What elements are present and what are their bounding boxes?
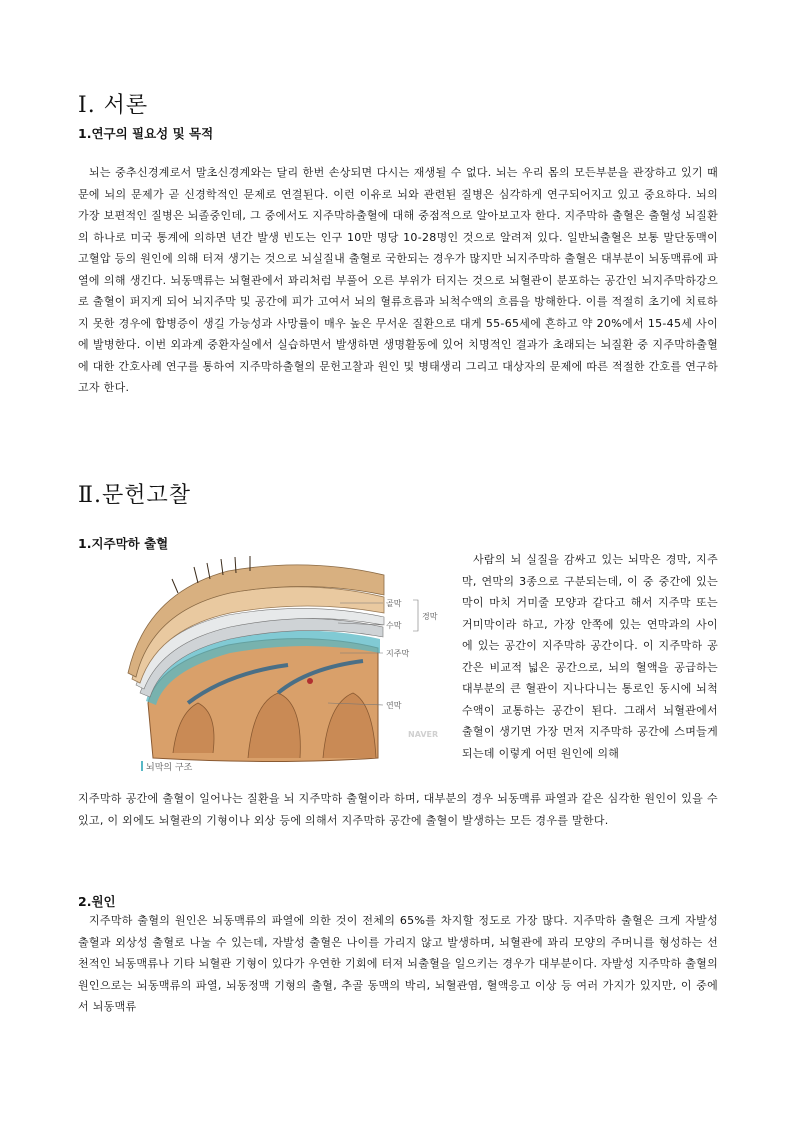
paragraph-sah-continued: 지주막하 공간에 출혈이 일어나는 질환을 뇌 지주막하 출혈이라 하며, 대부분의 경우 뇌동맥류 파열과 같은 심각한 원인이 있을 수 있고, 이 외에도 뇌혈관의 기형이나 외상 등에 의해서 지주막하 공간에 출혈이 발생하는 모든 경우를 말한다. [78,792,718,827]
label-pia: 연막 [386,701,402,710]
section-title-introduction: Ⅰ. 서론 [78,93,149,118]
watermark-logo: NAVER [408,730,439,739]
figure-caption: 뇌막의 구조 [146,763,193,773]
meninges-figure [78,553,448,785]
label-dura: 경막 [422,612,438,621]
section-title-literature: Ⅱ.문헌고찰 [78,483,191,508]
paragraph-purpose: 뇌는 중추신경계로서 말초신경계와는 달리 한번 손상되면 다시는 재생될 수 없다. 뇌는 우리 몸의 모든부분을 관장하고 있기 때문에 뇌의 문제가 곧 신경학적인 문제로 연결된다. 이런 이유로 뇌와 관련된 질병은 심각하게 연구되어지고 있고 중요하다. 뇌의 가장 보편적인 질병은 뇌졸중인데, 그 중에서도 지주막하출혈에 대해 중점적으로 알아보고자 한다. 지주막하 출혈은 출혈성 뇌질환의 하나로 미국 통계에 의하면 년간 발생 빈도는 인구 10만 명당 10-28명인 것으로 알려져 있다. 일반뇌출혈은 보통 말단동맥이 고혈압 등의 원인에 의해 터져 생기는 것으로 뇌실질내 출혈로 국한되는 경우가 많지만 뇌지주막하 출혈은 대부분이 뇌동맥류에 파열에 의해 생긴다. 뇌동맥류는 뇌혈관에서 꽈리처럼 부풀어 오른 부위가 터지는 것으로 뇌혈관이 분포하는 공간인 뇌지주막하강으로 출혈이 퍼지게 되어 뇌지주막 및 공간에 피가 고여서 뇌의 혈류흐름과 뇌척수액의 흐름을 방해한다. 이를 적절히 초기에 치료하지 못한 경우에 합병증이 생길 가능성과 사망률이 매우 높은 무서운 질환으로 대게 55-65세에 흔하고 약 20%에서 15-45세 사이에 발병한다. 이번 외과계 중환자실에서 실습하면서 발생하면 생명활동에 있어 치명적인 결과가 초래되는 뇌질환 중 지주막하출혈에 대한 간호사례 연구를 통하여 지주막하출혈의 문헌고찰과 원인 및 병태생리 그리고 대상자의 문제에 따른 적절한 간호를 연구하고자 한다. [78,166,718,394]
subsection-title-purpose: 1.연구의 필요성 및 목적 [78,126,214,141]
subsection-title-cause: 2.원인 [78,894,116,909]
label-arachnoid: 지주막 [386,649,410,658]
paragraph-cause: 지주막하 출혈의 원인은 뇌동맥류의 파열에 의한 것이 전체의 65%를 차지할 정도로 가장 많다. 지주막하 출혈은 크게 자발성 출혈과 외상성 출혈로 나눌 수 있는데, 자발성 출혈은 나이를 가리지 않고 발생하며, 뇌혈관에 꽈리 모양의 주머니를 형성하는 선천적인 뇌동맥류나 기타 뇌혈관 기형이 있다가 우연한 기회에 터져 뇌출혈을 일으키는 경우가 대부분이다. 자발성 지주막하 출혈의 원인으로는 뇌동맥류의 파열, 뇌동정맥 기형의 출혈, 추골 동맥의 박리, 뇌혈관염, 혈액응고 이상 등 여러 가지가 있지만, 이 중에서 뇌동맥류 [78,914,718,1013]
label-skull: 골막 [386,599,402,608]
meninges-illustration [78,553,448,785]
label-dura-inner: 수막 [386,621,402,630]
paragraph-sah-wrapped: 사람의 뇌 실질을 감싸고 있는 뇌막은 경막, 지주막, 연막의 3종으로 구분되는데, 이 중 중간에 있는 막이 마치 거미줄 모양과 같다고 해서 지주막 또는 거미막이라 하고, 가장 안쪽에 있는 연막과의 사이에 있는 공간이 지주막하 공간이다. 이 지주막하 공간은 비교적 넓은 공간으로, 뇌의 혈액을 공급하는 대부분의 큰 혈관이 지나다니는 통로인 동시에 뇌척수액이 교통하는 공간이 된다. 그래서 뇌혈관에서 출혈이 생기면 가장 먼저 지주막하 공간에 스며들게 되는데 이렇게 어떤 원인에 의해 [462,553,718,760]
subsection-title-sah: 1.지주막하 출혈 [78,536,169,551]
